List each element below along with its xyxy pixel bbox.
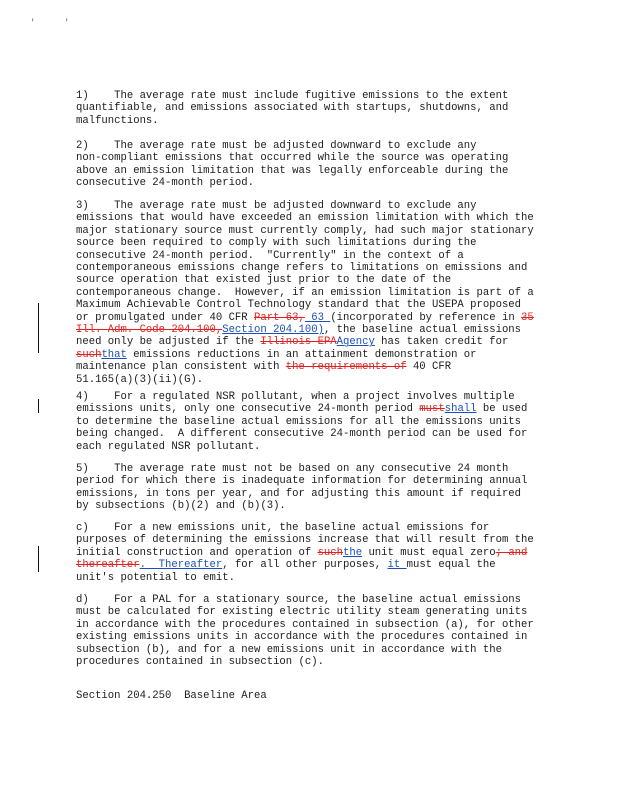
- text-run: 40 CFR: [406, 361, 452, 374]
- text-line: [76, 559, 546, 571]
- text-run: maintenance plan consistent with: [76, 361, 286, 374]
- text-line: to determine the baseline actual emissions for all the emissions units: [76, 415, 522, 428]
- deleted-text: such: [76, 348, 102, 361]
- text-line: 2) The average rate must be adjusted downward to exclude any: [76, 140, 477, 152]
- text-line: existing emissions units in accordance with the procedures contained in: [76, 631, 528, 644]
- text-line: unit's potential to emit.: [76, 571, 235, 584]
- text-run: , the baseline actual emissions: [323, 324, 522, 337]
- text-line: source operation that existed just prior to the date of the: [76, 274, 452, 287]
- text-line: in accordance with the procedures contained in subsection (a), for other: [76, 618, 534, 631]
- text-line: each regulated NSR pollutant.: [76, 440, 261, 453]
- text-run: (incorporated by reference in: [330, 311, 522, 324]
- text-run: unit must equal zero: [362, 546, 496, 559]
- deleted-text: such: [317, 546, 344, 559]
- deleted-text: must: [419, 403, 445, 416]
- text-line: procedures contained in subsection (c).: [76, 656, 324, 669]
- inserted-text: Agency: [336, 336, 375, 349]
- text-line: [76, 336, 546, 348]
- text-line: contemporaneous emissions change refers to limitations on emissions and: [76, 262, 528, 275]
- text-line: quantifiable, and emissions associated with startups, shutdowns, and: [76, 102, 509, 115]
- deleted-text: ; and: [495, 546, 528, 559]
- text-line: period for which there is inadequate information for determining annual: [76, 475, 528, 488]
- text-line: emissions, in tons per year, and for adjusting this amount if required: [76, 487, 522, 500]
- inserted-text: . Thereafter: [139, 559, 223, 572]
- text-line: 51.165(a)(3)(ii)(G).: [76, 373, 204, 386]
- text-run: emissions units, only one consecutive 24-month period: [76, 403, 420, 416]
- text-line: 5) The average rate must not be based on any consecutive 24 month: [76, 463, 509, 475]
- text-line: 4) For a regulated NSR pollutant, when a project involves multiple: [76, 391, 515, 403]
- inserted-text: that: [101, 348, 127, 361]
- paragraph-3: [76, 200, 546, 386]
- text-line: [76, 324, 546, 336]
- text-line: major stationary source must currently comply, had such major stationary: [76, 224, 534, 237]
- text-run: emissions reductions in an attainment demonstration or: [126, 348, 477, 361]
- text-line: must be calculated for existing electric utility steam generating units: [76, 606, 528, 619]
- text-line: subsection (b), and for a new emissions unit in accordance with the: [76, 643, 502, 656]
- text-line: contemporaneous change. However, if an emission limitation is part of a: [76, 286, 534, 299]
- scan-mark: ': [30, 18, 36, 28]
- deleted-text: 35: [521, 311, 534, 324]
- deleted-text: thereafter: [76, 559, 140, 572]
- paragraph-1: [76, 90, 546, 127]
- inserted-text: the: [343, 546, 363, 559]
- text-line: consecutive 24-month period.: [76, 177, 255, 190]
- text-line: d) For a PAL for a stationary source, the baseline actual emissions: [76, 594, 522, 606]
- text-line: above an emission limitation that was legally enforceable during the: [76, 164, 509, 177]
- text-line: c) For a new emissions unit, the baseline actual emissions for: [76, 522, 490, 534]
- text-run: initial construction and operation of: [76, 546, 318, 559]
- text-line: purposes of determining the emissions increase that will result from the: [76, 534, 534, 547]
- deleted-text: the requirements of: [285, 361, 407, 374]
- section-heading: Section 204.250 Baseline Area: [76, 690, 267, 702]
- text-line: [76, 361, 546, 373]
- text-line: [76, 547, 546, 559]
- text-run: or promulgated under 40 CFR: [76, 311, 255, 324]
- text-line: non-compliant emissions that occurred while the source was operating: [76, 152, 509, 165]
- paragraph-5: [76, 463, 546, 513]
- inserted-text: 63: [304, 311, 331, 324]
- text-line: malfunctions.: [76, 114, 159, 127]
- text-run: must equal the: [406, 559, 496, 572]
- paragraph-d: [76, 594, 546, 668]
- text-line: being changed. A different consecutive 24-month period can be used for: [76, 428, 528, 441]
- paragraph-2: [76, 140, 546, 190]
- paragraph-4: [76, 391, 546, 453]
- inserted-text: Section 204.100): [222, 324, 324, 337]
- text-run: need only be adjusted if the: [76, 336, 261, 349]
- text-line: 1) The average rate must include fugitive emissions to the extent: [76, 90, 509, 102]
- text-line: by subsections (b)(2) and (b)(3).: [76, 500, 286, 513]
- text-run: has taken credit for: [374, 336, 509, 349]
- text-line: [76, 403, 546, 415]
- change-bar: [38, 399, 39, 413]
- text-run: , for all other purposes,: [222, 559, 388, 572]
- change-bar: [38, 303, 39, 353]
- text-line: [76, 349, 546, 361]
- change-bar: [38, 546, 39, 572]
- text-line: [76, 312, 546, 324]
- paragraph-c: [76, 522, 546, 584]
- text-line: 3) The average rate must be adjusted downward to exclude any: [76, 200, 477, 212]
- inserted-text: shall: [444, 403, 477, 416]
- deleted-text: Ill. Adm. Code 204.100,: [76, 324, 223, 337]
- deleted-text: Part 63,: [254, 311, 305, 324]
- text-run: be used: [476, 403, 528, 416]
- text-line: consecutive 24-month period. "Currently" in the context of a: [76, 249, 464, 262]
- scan-mark: ': [64, 18, 70, 28]
- text-line: Maximum Achievable Control Technology standard that the USEPA proposed: [76, 299, 522, 312]
- deleted-text: Illinois EPA: [260, 336, 337, 349]
- text-line: source been required to comply with such limitations during the: [76, 237, 477, 250]
- inserted-text: it: [387, 559, 407, 572]
- text-line: emissions that would have exceeded an emission limitation with which the: [76, 212, 534, 225]
